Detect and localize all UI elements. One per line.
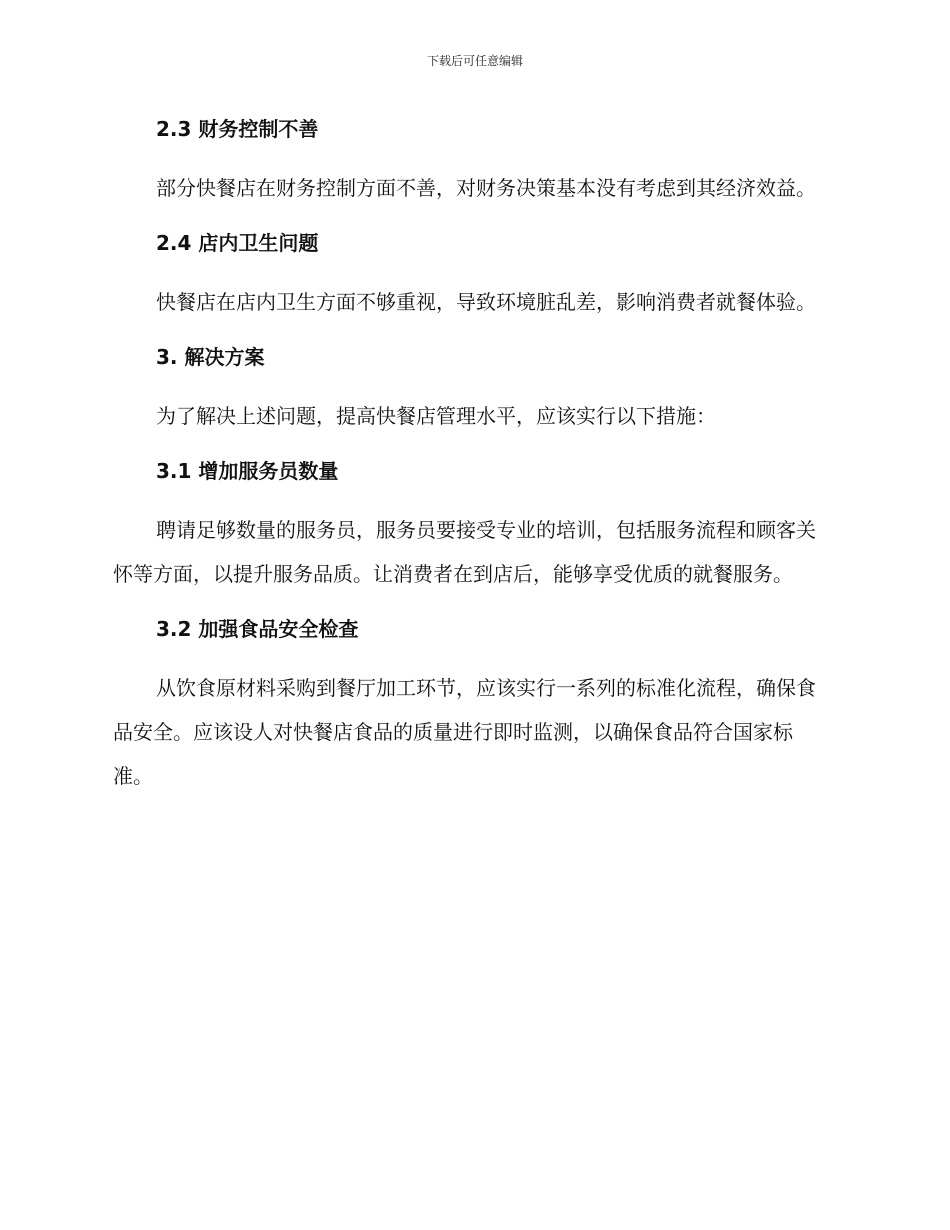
paragraph-hygiene: 快餐店在店内卫生方面不够重视，导致环境脏乱差，影响消费者就餐体验。 <box>156 290 816 314</box>
section-heading-2-4: 2.4 店内卫生问题 <box>156 231 319 255</box>
paragraph-solutions-intro: 为了解决上述问题，提高快餐店管理水平，应该实行以下措施： <box>156 404 716 428</box>
page-header-note: 下载后可任意编辑 <box>426 54 523 68</box>
paragraph-food-safety: 从饮食原材料采购到餐厅加工环节，应该实行一系列的标准化流程，确保食品安全。应该设人对快餐店食品的质量进行即时监测，以确保食品符合国家标准。 <box>113 676 816 788</box>
document-body <box>113 112 831 814</box>
section-heading-2-3: 2.3 财务控制不善 <box>156 117 319 141</box>
section-heading-3: 3. 解决方案 <box>156 345 265 369</box>
paragraph-staffing: 聘请足够数量的服务员，服务员要接受专业的培训，包括服务流程和顾客关怀等方面，以提升服务品质。让消费者在到店后，能够享受优质的就餐服务。 <box>113 518 816 586</box>
section-heading-3-1: 3.1 增加服务员数量 <box>156 459 339 483</box>
paragraph-financial-control: 部分快餐店在财务控制方面不善，对财务决策基本没有考虑到其经济效益。 <box>156 176 816 200</box>
section-heading-3-2: 3.2 加强食品安全检查 <box>156 617 359 641</box>
